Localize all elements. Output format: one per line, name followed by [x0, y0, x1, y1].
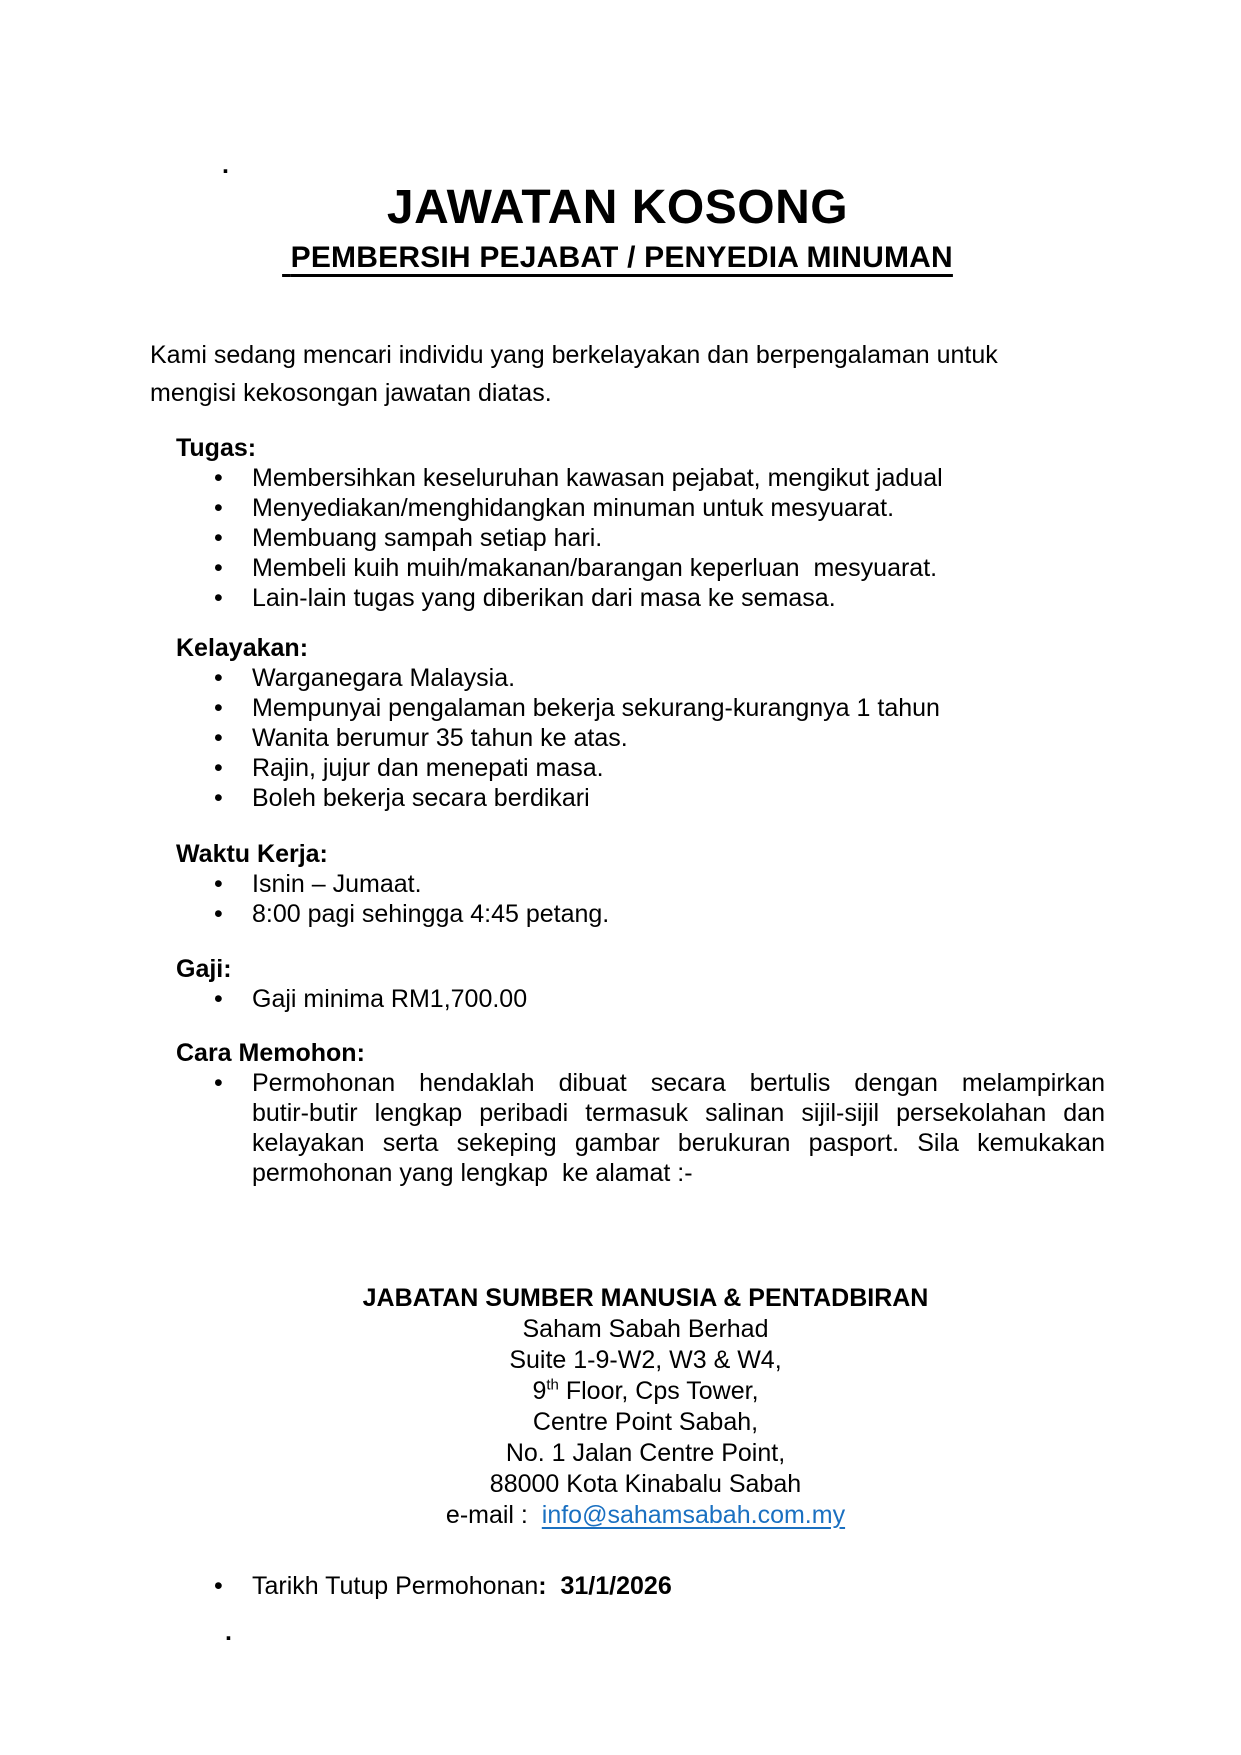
bullet-icon: • [214, 554, 223, 582]
section-heading-waktu-kerja: Waktu Kerja: [176, 840, 328, 868]
list-item [150, 583, 1141, 613]
bullet-icon: • [214, 524, 223, 552]
address-line-floor [150, 1376, 1141, 1407]
intro-paragraph [150, 336, 1141, 412]
bullet-icon: • [214, 1069, 223, 1097]
closing-date-value: : 31/1/2026 [538, 1572, 672, 1600]
address-line: 88000 Kota Kinabalu Sabah [489, 1470, 802, 1498]
bullet-icon: • [214, 754, 223, 782]
gaji-list [150, 984, 1141, 1014]
paragraph-line: kelayakan serta sekeping gambar berukuran pasport. Sila kemukakan [252, 1129, 1105, 1157]
cara-memohon-paragraph [150, 1068, 1141, 1188]
floor-rest: Floor, Cps Tower, [558, 1377, 759, 1405]
list-item-text: Menyediakan/menghidangkan minuman untuk mesyuarat. [252, 494, 895, 522]
stray-dot-bottom: . [225, 1618, 232, 1646]
address-line: Centre Point Sabah, [532, 1408, 759, 1436]
tugas-list [150, 463, 1141, 613]
paragraph-line: butir-butir lengkap peribadi termasuk salinan sijil-sijil persekolahan dan [252, 1099, 1105, 1127]
page-subtitle-text: PEMBERSIH PEJABAT / PENYEDIA MINUMAN [282, 241, 953, 274]
title-block [150, 180, 1141, 276]
section-heading-cara-memohon: Cara Memohon: [176, 1039, 365, 1067]
bullet-icon: • [214, 784, 223, 812]
list-item-text: Membersihkan keseluruhan kawasan pejabat, mengikut jadual [252, 464, 943, 492]
closing-date-line [150, 1571, 1141, 1601]
list-item [150, 899, 1141, 929]
page-subtitle [150, 240, 1085, 276]
bullet-icon: • [214, 584, 223, 612]
document-content [0, 150, 1241, 1647]
list-item-text: Mempunyai pengalaman bekerja sekurang-kurangnya 1 tahun [252, 694, 940, 722]
address-block [150, 1283, 1141, 1531]
paragraph-lines [252, 1068, 1105, 1188]
address-line: Saham Sabah Berhad [522, 1315, 769, 1343]
bullet-icon: • [214, 900, 223, 928]
waktu-kerja-list [150, 869, 1141, 929]
email-link[interactable]: info@sahamsabah.com.my [541, 1501, 846, 1529]
list-item [150, 493, 1141, 523]
list-item-text: Membuang sampah setiap hari. [252, 524, 603, 552]
stray-dot-top: . [222, 151, 229, 179]
list-item [150, 693, 1141, 723]
bullet-icon: • [214, 870, 223, 898]
intro-line-2: mengisi kekosongan jawatan diatas. [150, 379, 552, 407]
floor-ordinal: th [546, 1376, 559, 1394]
paragraph-line: permohonan yang lengkap ke alamat :- [252, 1159, 693, 1187]
list-item-text: Wanita berumur 35 tahun ke atas. [252, 724, 628, 752]
list-item-text: Warganegara Malaysia. [252, 664, 516, 692]
closing-label: Tarikh Tutup Permohonan [252, 1572, 539, 1600]
bullet-icon: • [214, 464, 223, 492]
email-label: e-mail : [445, 1501, 542, 1529]
bullet-icon: • [214, 1572, 223, 1600]
bullet-icon: • [214, 694, 223, 722]
bullet-icon: • [214, 985, 223, 1013]
bullet-icon: • [214, 494, 223, 522]
section-heading-kelayakan: Kelayakan: [176, 634, 309, 662]
list-item [150, 984, 1141, 1014]
kelayakan-list [150, 663, 1141, 813]
list-item [150, 783, 1141, 813]
paragraph-line: Permohonan hendaklah dibuat secara bertulis dengan melampirkan [252, 1069, 1105, 1097]
closing-date-text [252, 1571, 672, 1601]
address-heading: JABATAN SUMBER MANUSIA & PENTADBIRAN [362, 1284, 929, 1312]
address-line: No. 1 Jalan Centre Point, [505, 1439, 786, 1467]
list-item [150, 723, 1141, 753]
list-item [150, 553, 1141, 583]
intro-line-1: Kami sedang mencari individu yang berkelayakan dan berpengalaman untuk [150, 341, 998, 369]
list-item [150, 523, 1141, 553]
floor-number: 9 [532, 1377, 547, 1405]
list-item [150, 463, 1141, 493]
address-line: Suite 1-9-W2, W3 & W4, [509, 1346, 782, 1374]
list-item-text: Isnin – Jumaat. [252, 870, 422, 898]
list-item [150, 869, 1141, 899]
section-heading-gaji: Gaji: [176, 955, 232, 983]
section-heading-tugas: Tugas: [176, 434, 257, 462]
list-item-text: 8:00 pagi sehingga 4:45 petang. [252, 900, 610, 928]
list-item [150, 663, 1141, 693]
bullet-icon: • [214, 724, 223, 752]
list-item-text: Gaji minima RM1,700.00 [252, 985, 528, 1013]
list-item-text: Rajin, jujur dan menepati masa. [252, 754, 604, 782]
list-item [150, 753, 1141, 783]
bullet-icon: • [214, 664, 223, 692]
page-title: JAWATAN KOSONG [386, 181, 849, 234]
list-item-text: Boleh bekerja secara berdikari [252, 784, 590, 812]
email-line [150, 1500, 1141, 1531]
list-item-text: Lain-lain tugas yang diberikan dari masa ke semasa. [252, 584, 836, 612]
list-item-text: Membeli kuih muih/makanan/barangan keperluan mesyuarat. [252, 554, 938, 582]
